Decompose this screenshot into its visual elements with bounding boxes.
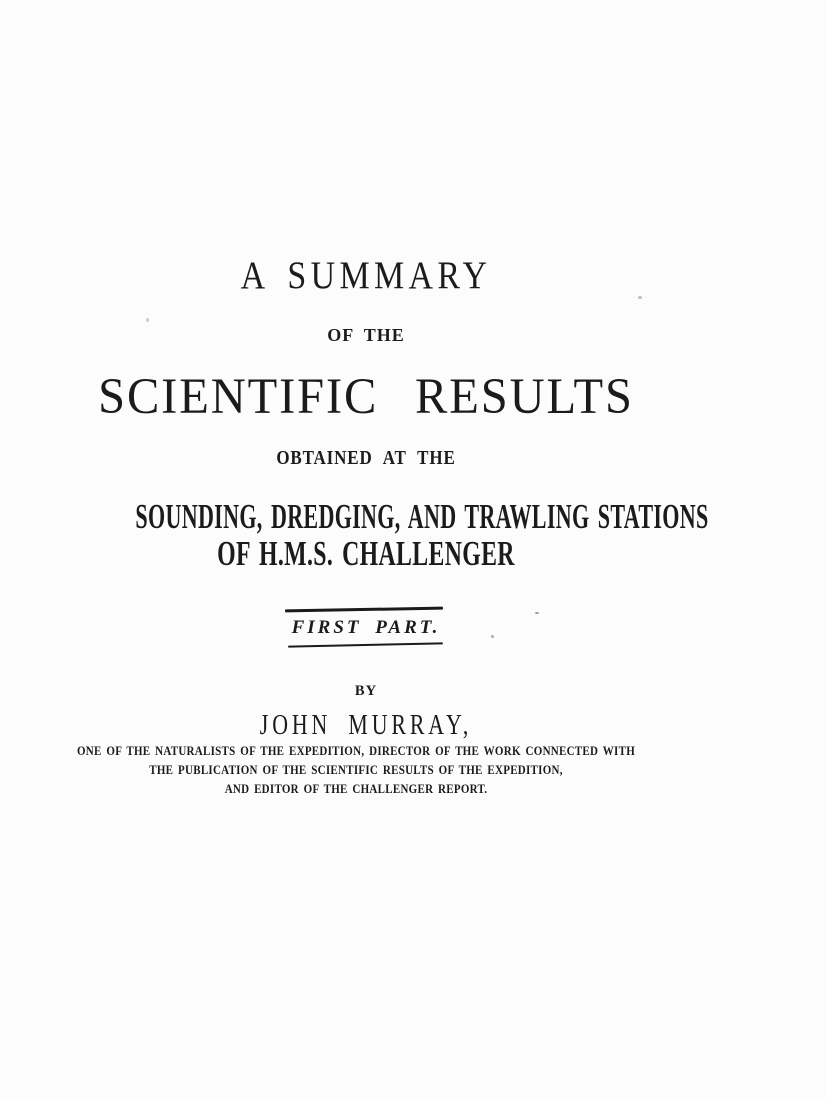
half-title: A SUMMARY <box>240 254 492 297</box>
scan-speck <box>491 635 494 638</box>
connector-obtained-at-the: OBTAINED AT THE <box>276 447 456 469</box>
author-name: JOHN MURRAY, <box>259 710 473 741</box>
byline: BY <box>354 683 378 699</box>
scan-speck <box>535 612 539 614</box>
scan-speck <box>146 318 149 322</box>
subtitle-ship-line: OF H.M.S. CHALLENGER <box>217 534 515 573</box>
connector-of-the: OF THE <box>327 325 405 345</box>
part-rule-top <box>285 607 443 612</box>
part-label: FIRST PART. <box>291 617 441 638</box>
part-rule-bottom <box>288 642 443 647</box>
author-credentials <box>43 742 670 799</box>
author-credential-line: THE PUBLICATION OF THE SCIENTIFIC RESULTS OF THE EXPEDITION, <box>149 763 563 777</box>
main-title: SCIENTIFIC RESULTS <box>98 369 634 425</box>
scan-speck <box>638 296 642 299</box>
author-credential-line: ONE OF THE NATURALISTS OF THE EXPEDITION, DIRECTOR OF THE WORK CONNECTED WITH <box>76 744 636 758</box>
author-credential-line: AND EDITOR OF THE CHALLENGER REPORT. <box>224 782 488 796</box>
subtitle-stations-line: SOUNDING, DREDGING, AND TRAWLING STATIONS <box>135 497 709 536</box>
